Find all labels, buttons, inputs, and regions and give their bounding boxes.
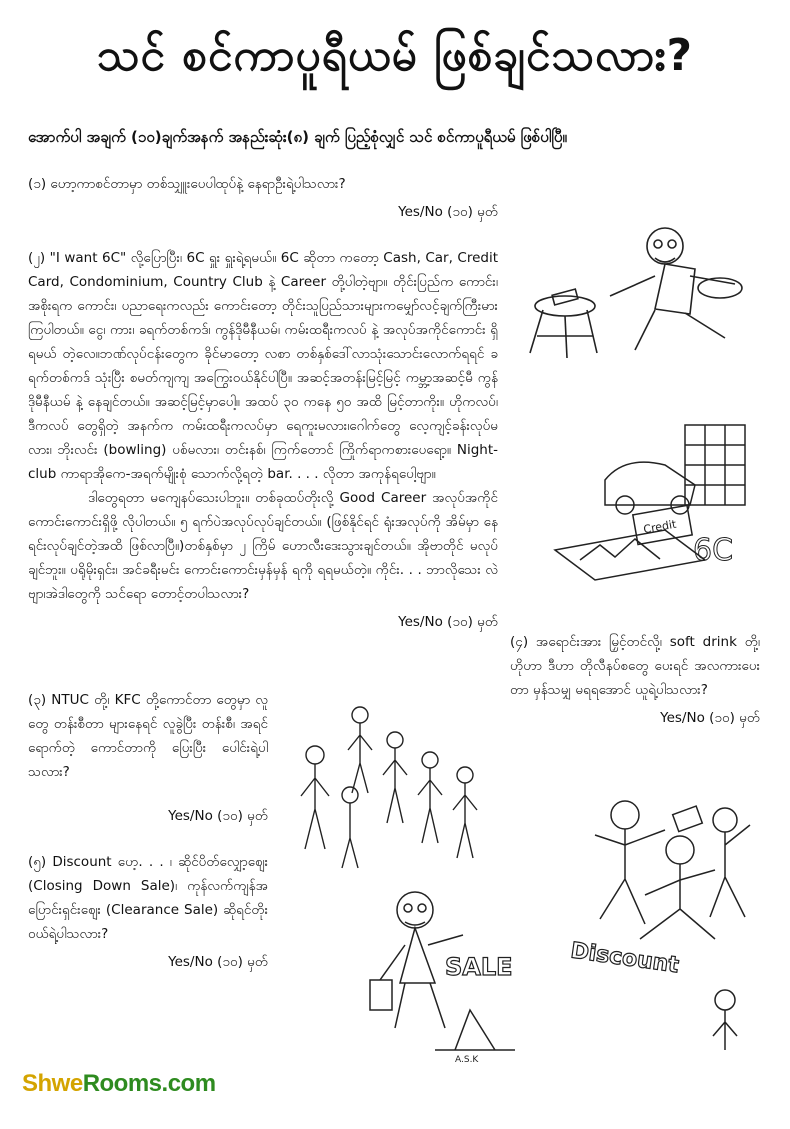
question-1 <box>28 172 498 224</box>
question-1-answer: Yes/No (၁၀) မှတ် <box>398 204 498 220</box>
intro-text: အောက်ပါ အချက် (၁၀)ချက်အနက် အနည်းဆုံး(၈) ချက် ပြည့်စုံလျှင် သင် စင်ကာပူရီယမ် ဖြစ်ပါပြီ။ <box>28 128 567 146</box>
discount-rush-illustration <box>565 790 775 1060</box>
question-3-text: (၃) NTUC တို့၊ KFC တို့ကောင်တာ တွေမှာ လူတွေ တန်းစီတာ များနေရင် လူခွဲပြီး တန်းစီ၊ အရင်ရောက်တဲ့ ကောင်တာကို ပြေးပြီး ပေါင်းရဲ့ပါသလား? <box>28 692 268 780</box>
question-5-text: (၅) Discount ဟေ့. . . ၊ ဆိုင်ပိတ်လျှော့ဈေး (Closing Down Sale)၊ ကုန်လက်ကျန်အပြောင်းရှင်းဈေး (Clearance Sale) ဆိုရင်တိုးဝယ်ရဲ့ပါသလား? <box>28 854 268 942</box>
artist-signature: A.S.K <box>455 1055 479 1065</box>
sale-label: SALE <box>445 953 513 981</box>
question-1-text: (၁) ဟော့ကာစင်တာမှာ တစ်သျှူးပေပါထုပ်နဲ့ နေရာဦးရဲ့ပါသလား? <box>28 176 346 192</box>
question-2-answer: Yes/No (၁၀) မှတ် <box>398 614 498 630</box>
question-4-answer: Yes/No (၁၀) မှတ် <box>660 710 760 726</box>
queue-people-illustration <box>275 700 500 875</box>
credit-card-label: Credit <box>642 517 678 537</box>
question-3 <box>28 688 268 828</box>
logo-part-rooms: Rooms.com <box>82 1070 216 1097</box>
cartoon-stool-illustration <box>515 218 775 368</box>
question-2-text: (၂) "I want 6C" လို့ပြောပြီး၊ 6C ရှူး ရှူးရဲ့ရမယ်။ 6C ဆိုတာ ကတော့ Cash, Car, Credit Card, Condominium, Country Club နဲ့ Career တို့ပါတဲ့ဗျာ။ တိုင်းပြည်က ကောင်း၊ အစိုးရက ကောင်း၊ ပညာရေးကလည်း ကောင်းတော့ တိုင်းသူပြည်သားများကမျှော်လင့်ချက်ကြီးမားကြပါတယ်။ ငွေ၊ ကား၊ ခရက်တစ်ကဒ်၊ ကွန်ဒိုမီနီယမ်၊ ကမ်းထရီးကလပ် နဲ့ အလုပ်အကိုင်ကောင်း ရှိရမယ် တဲ့လေ။ဘဏ်လုပ်ငန်းတွေက ခိုင်မာတော့ လစာ တစ်နှစ်ဒေါ်လာသုံးသောင်းလောက်ရရင် ခရက်တစ်ကဒ် သုံးပြီး စမတ်ကျကျ အကြွေးဝယ်နိုင်ပါပြီ။ အဆင့်အတန်းမြင့်မြင့် ကမ္ဘာ့အဆင့်မီ ကွန်ဒိုမီနီယမ် နဲ့ နေချင်တယ်။ အဆင့်မြင့်မှာပေါ့။ အထပ် ၃၀ ကနေ ၅၀ အထိ မြင့်တာကိုး။ ဟိုကလပ်၊ ဒီကလပ် တွေရှိတဲ့ အနက်က ကမ်းထရီးကလပ်မှာ ရေကူးမလား၊ဂေါက်တွေ လေ့ကျင့်ခန်းလုပ်မလား၊ ဘိုးလင်း (bowling) ပစ်မလား၊ တင်းနစ်၊ ကြက်တောင် ကြိုက်ရာကစားပေရော့။ Night-club ကာရာအိုကေ-အရက်မျိုးစုံ သောက်လို့ရတဲ့ bar. . . . လိုတာ အကုန်ရပေါ့ဗျာ။ <box>28 250 498 482</box>
question-5 <box>28 850 268 974</box>
question-3-answer: Yes/No (၁၀) မှတ် <box>168 808 268 824</box>
page-title: သင် စင်ကာပူရီယမ် ဖြစ်ချင်သလား? <box>96 30 694 81</box>
sale-shopper-illustration <box>360 880 535 1070</box>
six-c-label: 6C <box>693 533 734 568</box>
question-5-answer: Yes/No (၁၀) မှတ် <box>168 954 268 970</box>
shwerooms-logo <box>22 1070 216 1098</box>
six-c-collage-illustration <box>535 410 775 585</box>
logo-part-shwe: Shwe <box>22 1070 83 1097</box>
question-4-text: (၄) အရောင်းအား မြှင့်တင်လို့၊ soft drink တို့၊ ဟိုဟာ ဒီဟာ တိုလီနပ်စတွေ ပေးရင် အလကားပေးတာ မှန်သမျှ မရရအောင် ယူရဲ့ပါသလား? <box>510 634 760 698</box>
question-2-text-continued: ဒါတွေရတာ မကျေနပ်သေးပါဘူး။ တစ်ခုထပ်တိုးလို့ Good Career အလုပ်အကိုင် ကောင်းကောင်းရှိဖို့ လိုပါတယ်။ ၅ ရက်ပဲအလုပ်လုပ်ချင်တယ်။ (ဖြစ်နိုင်ရင် ရုံးအလုပ်ကို အိမ်မှာ နေရင်းလုပ်ချင်တဲ့အထိ ဖြစ်လာပြီ။)တစ်နှစ်မှာ ၂ ကြိမ် ဟောလီးဒေးသွားချင်တယ်။ အိုဗာတိုင် မလုပ်ချင်ဘူး။ ပရိုမိုးရှင်း၊ အင်ခရီးမင်း ကောင်းကောင်းမှန်မှန် ရကို ရရမယ်တဲ့။ ကိုင်း. . . ဘာလိုသေး လဲဗျာ၊အဲဒါတွေကို သင်ရော တောင့်တပါသလား? <box>28 490 498 602</box>
question-2 <box>28 246 498 634</box>
question-4 <box>510 630 760 730</box>
discount-label: Discount <box>569 938 681 979</box>
